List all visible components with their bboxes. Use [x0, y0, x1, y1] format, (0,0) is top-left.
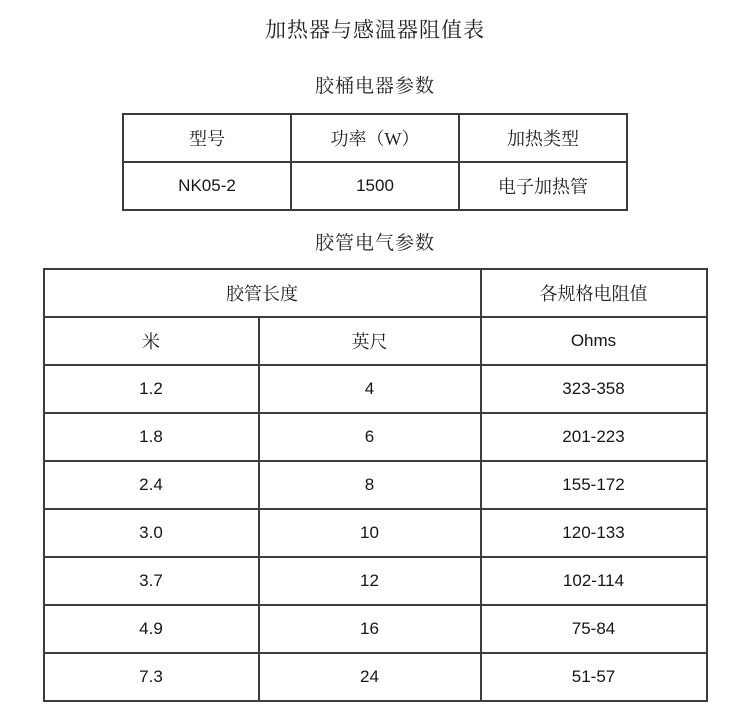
cell-feet: 8: [259, 461, 481, 509]
header-model: 型号: [123, 114, 291, 162]
header-power: 功率（W）: [291, 114, 459, 162]
cell-feet: 10: [259, 509, 481, 557]
table-row: [44, 605, 707, 653]
cell-ohms: 323-358: [481, 365, 707, 413]
header-resistance-values: 各规格电阻值: [481, 269, 707, 317]
subheader-ohms: Ohms: [481, 317, 707, 365]
section-title-hose: 胶管电气参数: [314, 233, 435, 254]
hose-parameters-table: [43, 268, 708, 702]
subheader-meters: 米: [44, 317, 259, 365]
table-row: [44, 653, 707, 701]
cell-feet: 12: [259, 557, 481, 605]
subheader-feet: 英尺: [259, 317, 481, 365]
table-row: [44, 461, 707, 509]
section-title-bucket: 胶桶电器参数: [314, 76, 435, 97]
table-header-row: [123, 114, 627, 162]
cell-meters: 1.2: [44, 365, 259, 413]
table-group-header-row: [44, 269, 707, 317]
cell-feet: 6: [259, 413, 481, 461]
table-row: [44, 509, 707, 557]
cell-meters: 2.4: [44, 461, 259, 509]
cell-meters: 4.9: [44, 605, 259, 653]
table-row: [123, 162, 627, 210]
header-hose-length: 胶管长度: [44, 269, 481, 317]
page-title: 加热器与感温器阻值表: [265, 18, 485, 42]
cell-meters: 3.0: [44, 509, 259, 557]
table-subheader-row: [44, 317, 707, 365]
cell-ohms: 155-172: [481, 461, 707, 509]
cell-meters: 1.8: [44, 413, 259, 461]
header-heating-type: 加热类型: [459, 114, 627, 162]
cell-ohms: 201-223: [481, 413, 707, 461]
cell-ohms: 120-133: [481, 509, 707, 557]
table-row: [44, 413, 707, 461]
bucket-parameters-table: [122, 113, 628, 211]
table-row: [44, 557, 707, 605]
cell-meters: 7.3: [44, 653, 259, 701]
cell-meters: 3.7: [44, 557, 259, 605]
cell-feet: 16: [259, 605, 481, 653]
cell-ohms: 102-114: [481, 557, 707, 605]
cell-power: 1500: [291, 162, 459, 210]
cell-feet: 4: [259, 365, 481, 413]
table-row: [44, 365, 707, 413]
cell-ohms: 75-84: [481, 605, 707, 653]
cell-model: NK05-2: [123, 162, 291, 210]
cell-ohms: 51-57: [481, 653, 707, 701]
cell-feet: 24: [259, 653, 481, 701]
cell-heating-type: 电子加热管: [459, 162, 627, 210]
